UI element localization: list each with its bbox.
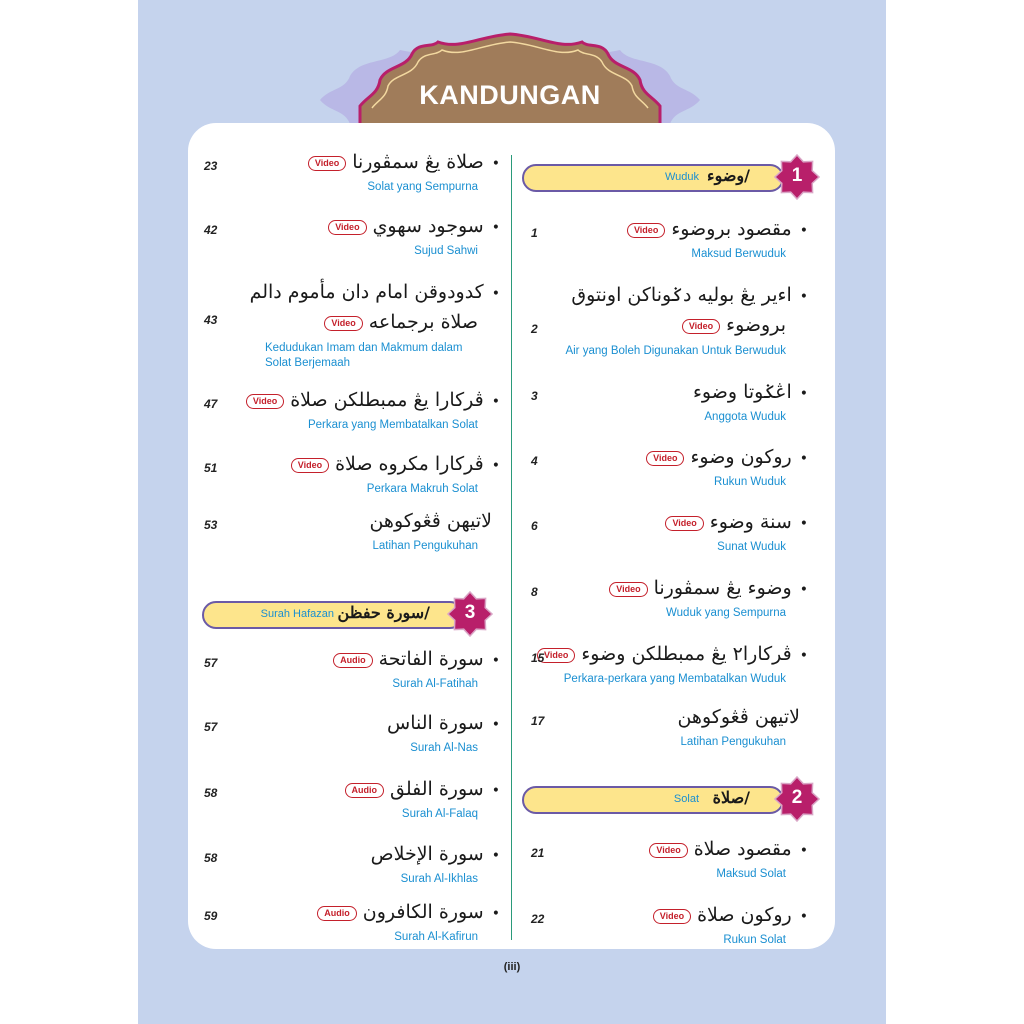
entry-jawi-text: كدودوقن امام دان مأموم دالم [249, 281, 484, 303]
entry-page-number: 57 [204, 656, 218, 670]
entry-title-jawi [627, 218, 808, 240]
entry-title-jawi [693, 381, 808, 403]
entry-page-number: 3 [531, 389, 538, 403]
bullet-icon: • [491, 220, 500, 236]
entry-title-jawi [537, 643, 808, 665]
entry-title-jawi [371, 843, 500, 865]
entry-jawi-text: سورة الإخلاص [370, 843, 484, 865]
entry-page-number: 47 [204, 397, 218, 411]
bullet-icon: • [491, 717, 500, 733]
toc-entry[interactable] [0, 648, 500, 708]
entry-page-number: 51 [204, 461, 218, 475]
entry-jawi-text: روكون وضوء [690, 446, 792, 468]
entry-title-jawi [571, 284, 808, 306]
entry-jawi-text: سورة الناس [387, 712, 484, 734]
entry-title-malay: Maksud Berwuduk [691, 248, 786, 260]
video-badge[interactable]: Video [653, 909, 691, 924]
section-title-jawi: وضوء/ [707, 166, 750, 185]
entry-title-malay: Air yang Boleh Digunakan Untuk Berwuduk [565, 345, 786, 357]
entry-title-jawi [609, 577, 808, 599]
entry-jawi-text: ڤركارا مكروه صلاة [335, 453, 484, 475]
entry-title-malay: Solat yang Sempurna [367, 181, 478, 193]
entry-page-number: 17 [531, 714, 545, 728]
entry-jawi-text: وضوء يڠ سمڤورنا [653, 577, 792, 599]
entry-title-jawi [333, 648, 500, 670]
bullet-icon: • [491, 906, 500, 922]
entry-title-malay: Surah Al-Nas [410, 742, 478, 754]
bullet-icon: • [799, 451, 808, 467]
section-title-jawi: سورة حفظن/ [337, 603, 430, 622]
entry-jawi-text: مقصود بروضوء [671, 218, 792, 240]
entry-title-malay: Perkara Makruh Solat [366, 483, 478, 495]
entry-jawi-text: سنة وضوء [709, 511, 792, 533]
entry-title-malay: Maksud Solat [716, 868, 786, 880]
entry-title-jawi [369, 510, 492, 532]
entry-title-jawi [345, 778, 501, 800]
section-title-malay: Wuduk [664, 171, 699, 183]
entry-title-malay: Rukun Solat [723, 934, 786, 946]
bullet-icon: • [799, 516, 808, 532]
video-badge[interactable]: Video [324, 316, 362, 331]
entry-title-malay: Wuduk yang Sempurna [666, 607, 786, 619]
entry-page-number: 58 [204, 786, 218, 800]
entry-title-malay: Latihan Pengukuhan [372, 540, 478, 552]
video-badge[interactable]: Video [609, 582, 647, 597]
bullet-icon: • [799, 648, 808, 664]
entry-jawi-text: اڠݢوتا وضوء [692, 381, 792, 403]
entry-page-number: 6 [531, 519, 538, 533]
video-badge[interactable]: Video [665, 516, 703, 531]
video-badge[interactable]: Video [682, 319, 720, 334]
entry-title-malay: Sunat Wuduk [717, 541, 786, 553]
bullet-icon: • [491, 783, 500, 799]
bullet-icon: • [491, 653, 500, 669]
bullet-icon: • [799, 386, 808, 402]
toc-entry[interactable] [0, 389, 500, 449]
page-title: KANDUNGAN [419, 80, 601, 110]
entry-page-number: 2 [531, 322, 538, 336]
entry-title-malay: Rukun Wuduk [713, 476, 786, 488]
entry-jawi-text: سورة الفلق [390, 778, 484, 800]
section-header-1 [522, 158, 820, 196]
video-badge[interactable]: Video [537, 648, 575, 663]
entry-title-jawi-line2 [682, 314, 786, 336]
entry-title-jawi [246, 389, 500, 411]
entry-title-jawi [677, 706, 800, 728]
entry-page-number: 57 [204, 720, 218, 734]
video-badge[interactable]: Video [246, 394, 284, 409]
entry-title-jawi [308, 151, 500, 173]
video-badge[interactable]: Video [627, 223, 665, 238]
audio-badge[interactable]: Audio [345, 783, 385, 798]
entry-title-jawi [328, 215, 500, 237]
entry-title-malay: Perkara-perkara yang Membatalkan Wuduk [563, 673, 786, 685]
video-badge[interactable]: Video [646, 451, 684, 466]
entry-jawi-text: سورة الفاتحة [378, 648, 484, 670]
entry-title-jawi [317, 901, 500, 923]
bullet-icon: • [799, 909, 808, 925]
entry-page-number: 21 [531, 846, 545, 860]
section-header-2 [522, 780, 820, 818]
toc-entry[interactable] [0, 453, 500, 513]
entry-title-jawi [387, 712, 500, 734]
bullet-icon: • [491, 156, 500, 172]
entry-title-jawi-line2 [324, 311, 478, 333]
entry-title-jawi [649, 838, 808, 860]
entry-jawi-text: لاتيهن ڤڠوكوهن [369, 510, 492, 532]
entry-title-malay: Surah Al-Ikhlas [400, 873, 478, 885]
entry-title-malay: Kedudukan Imam dan Makmum dalam [265, 342, 463, 354]
bullet-icon: • [799, 223, 808, 239]
entry-jawi-text: صلاة برجماعه [368, 311, 478, 333]
section-title-malay: Solat [673, 793, 699, 805]
section-number: 2 [791, 787, 803, 808]
entry-title-malay: Sujud Sahwi [414, 245, 478, 257]
entry-jawi-text: ڤركارا٢ يڠ ممبطلكن وضوء [581, 643, 792, 665]
entry-title-jawi [646, 446, 808, 468]
entry-jawi-text: بروضوء [726, 314, 786, 336]
entry-page-number: 1 [531, 226, 538, 240]
entry-title-malay: Latihan Pengukuhan [680, 736, 786, 748]
section-title-malay: Surah Hafazan [260, 608, 334, 620]
toc-entry[interactable] [0, 577, 808, 637]
entry-jawi-text: سوجود سهوي [372, 215, 484, 237]
bullet-icon: • [491, 458, 500, 474]
entry-page-number: 58 [204, 851, 218, 865]
entry-page-number: 8 [531, 585, 538, 599]
entry-page-number: 4 [531, 454, 538, 468]
entry-title-malay-line2: Solat Berjemaah [265, 357, 351, 369]
bullet-icon: • [491, 394, 500, 410]
toc-entry[interactable] [0, 778, 500, 838]
entry-jawi-text: سورة الكافرون [362, 901, 484, 923]
entry-title-jawi [291, 453, 500, 475]
entry-jawi-text: ڤركارا يڠ ممبطلكن صلاة [290, 389, 484, 411]
bullet-icon: • [799, 582, 808, 598]
entry-jawi-text: مقصود صلاة [693, 838, 792, 860]
toc-entry[interactable] [0, 901, 500, 961]
entry-jawi-text: اءير يڠ بوليه دݢوناكن اونتوق [571, 284, 792, 306]
entry-page-number: 59 [204, 909, 218, 923]
bullet-icon: • [491, 848, 500, 864]
page-number-footer: (iii) [503, 961, 521, 973]
video-badge[interactable]: Video [291, 458, 329, 473]
entry-title-jawi [665, 511, 808, 533]
entry-title-malay: Perkara yang Membatalkan Solat [307, 419, 478, 431]
toc-entry[interactable] [0, 215, 500, 275]
entry-page-number: 15 [531, 651, 545, 665]
toc-entry[interactable] [0, 712, 500, 772]
entry-jawi-text: روكون صلاة [697, 904, 792, 926]
entry-jawi-text: لاتيهن ڤڠوكوهن [677, 706, 800, 728]
entry-title-malay: Surah Al-Falaq [401, 808, 478, 820]
toc-entry[interactable] [0, 510, 500, 570]
entry-page-number: 43 [204, 313, 218, 327]
video-badge[interactable]: Video [308, 156, 346, 171]
audio-badge[interactable]: Audio [333, 653, 373, 668]
entry-title-jawi [653, 904, 808, 926]
entry-page-number: 23 [204, 159, 218, 173]
bullet-icon: • [799, 289, 808, 305]
entry-page-number: 22 [531, 912, 545, 926]
entry-title-jawi [250, 281, 500, 303]
video-badge[interactable]: Video [649, 843, 687, 858]
section-title-jawi: صلاة/ [712, 788, 750, 807]
entry-title-malay: Surah Al-Kafirun [394, 931, 478, 943]
bullet-icon: • [491, 286, 500, 302]
video-badge[interactable]: Video [328, 220, 366, 235]
bullet-icon: • [799, 843, 808, 859]
entry-jawi-text: صلاة يڠ سمڤورنا [352, 151, 484, 173]
section-number: 1 [791, 165, 803, 186]
toc-entry[interactable] [0, 281, 500, 369]
audio-badge[interactable]: Audio [317, 906, 357, 921]
toc-entry[interactable] [0, 843, 500, 903]
toc-entry[interactable] [0, 151, 500, 211]
entry-page-number: 53 [204, 518, 218, 532]
entry-title-malay: Surah Al-Fatihah [392, 678, 478, 690]
entry-page-number: 42 [204, 223, 218, 237]
entry-title-malay: Anggota Wuduk [704, 411, 786, 423]
section-number: 3 [464, 602, 476, 623]
